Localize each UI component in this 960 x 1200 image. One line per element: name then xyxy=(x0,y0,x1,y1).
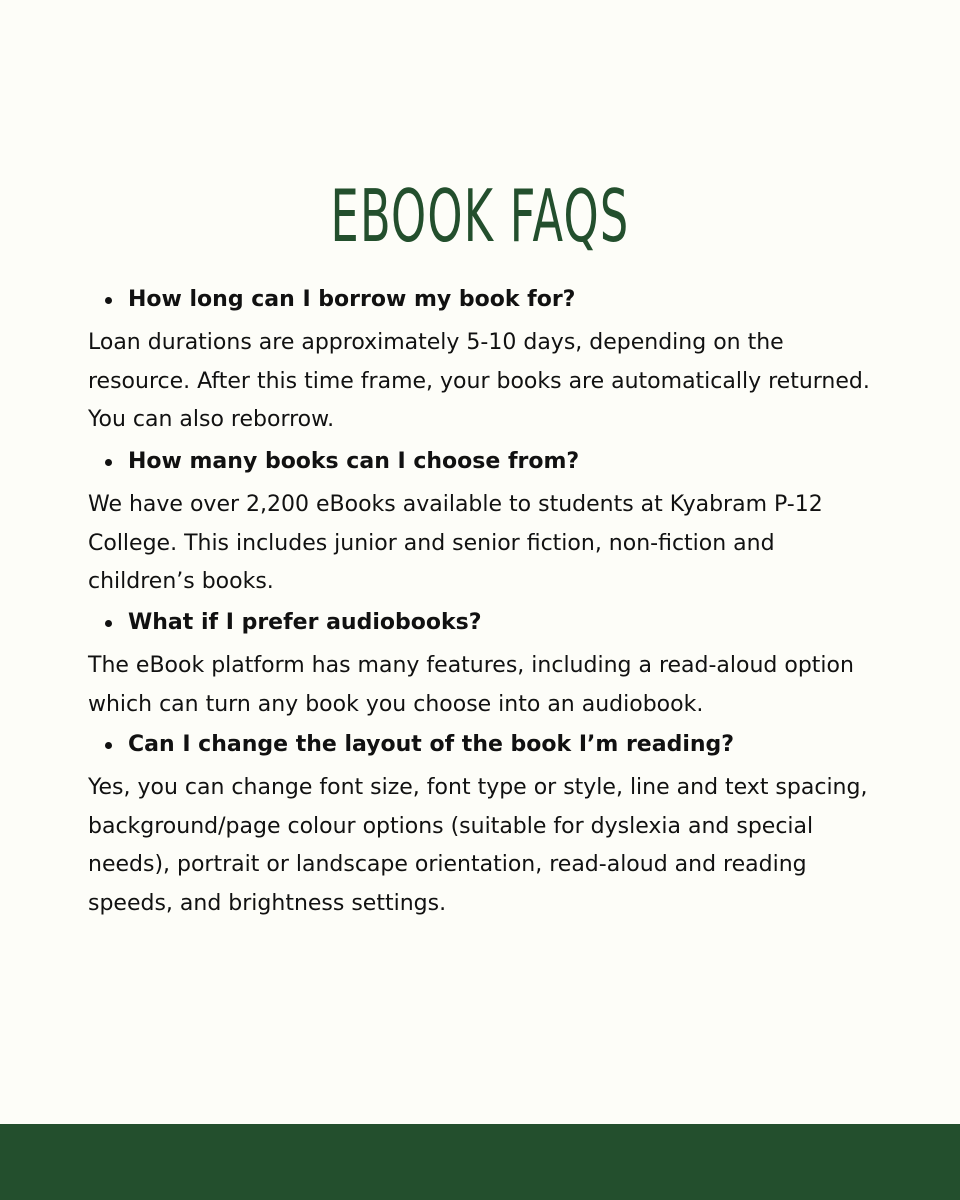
faq-item-book-count xyxy=(88,448,888,602)
faq-question-text: Can I change the layout of the book I’m reading? xyxy=(128,732,735,757)
faq-answer: We have over 2,200 eBooks available to students at Kyabram P-12 College. This includes junior and senior fiction, non-fiction and children’s books. xyxy=(88,492,823,594)
faq-question xyxy=(88,609,888,647)
page-title: EBOOK FAQS xyxy=(330,174,630,259)
footer-band xyxy=(0,1124,960,1200)
faq-answer: The eBook platform has many features, including a read-aloud option which can turn any book you choose into an audiobook. xyxy=(88,653,854,717)
faq-question xyxy=(88,448,888,486)
faq-question-text: How long can I borrow my book for? xyxy=(128,287,576,312)
faq-answer: Yes, you can change font size, font type or style, line and text spacing, background/page colour options (suitable for dyslexia and special needs), portrait or landscape orientation, read-aloud and reading speeds, and brightness settings. xyxy=(88,775,868,916)
bullet-icon xyxy=(105,297,112,304)
faq-question-text: How many books can I choose from? xyxy=(128,449,580,474)
faq-item-layout xyxy=(88,731,888,923)
faq-question xyxy=(88,286,888,324)
faq-item-audiobooks xyxy=(88,609,888,724)
bullet-icon xyxy=(105,742,112,749)
bullet-icon xyxy=(105,459,112,466)
faq-question xyxy=(88,731,888,769)
faq-item-loan-duration xyxy=(88,286,888,440)
faq-answer: Loan durations are approximately 5-10 days, depending on the resource. After this time frame, your books are automatically returned. You can also reborrow. xyxy=(88,330,870,432)
faq-question-text: What if I prefer audiobooks? xyxy=(128,610,482,635)
bullet-icon xyxy=(105,620,112,627)
